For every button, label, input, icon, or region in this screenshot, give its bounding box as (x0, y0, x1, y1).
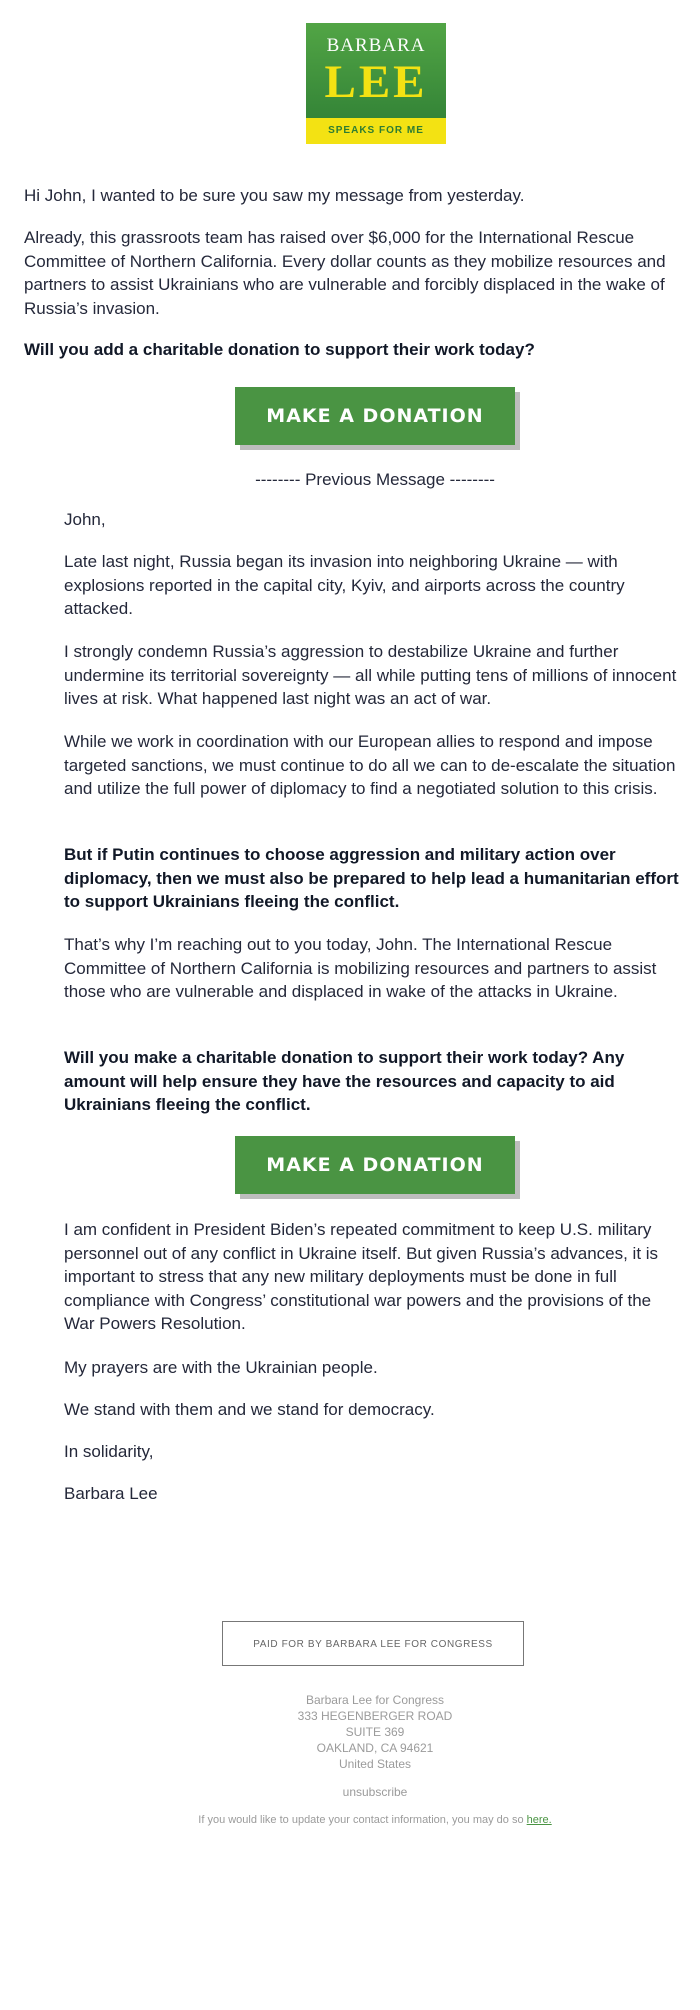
footer-street: 333 HEGENBERGER ROAD (297, 1709, 453, 1723)
barbara-lee-logo (306, 23, 446, 144)
letter-paragraph-1: Late last night, Russia began its invasion into neighboring Ukraine — with explosions reported in the capital city, Kyiv, and airports across the country attacked. (64, 552, 625, 618)
donate-button-bottom[interactable]: MAKE A DONATION (235, 1136, 515, 1194)
letter-salutation: John, (64, 510, 106, 529)
raised-paragraph: Already, this grassroots team has raised over $6,000 for the International Rescue Committee of Northern California. Every dollar counts as they mobilize resources and partners to assist Ukrainians who are vulnerable and forcibly displaced in the wake of Russia’s invasion. (24, 228, 666, 318)
letter-closing: In solidarity, (64, 1442, 154, 1461)
footer-suite: SUITE 369 (345, 1725, 405, 1739)
footer-country: United States (338, 1757, 412, 1771)
greeting-paragraph: Hi John, I wanted to be sure you saw my message from yesterday. (24, 186, 525, 205)
letter-paragraph-5: That’s why I’m reaching out to you today, John. The International Rescue Committee of Northern California is mobilizing resources and partners to assist those who are vulnerable and displaced in wake of the attacks in Ukraine. (64, 935, 657, 1001)
footer-org: Barbara Lee for Congress (305, 1693, 445, 1707)
letter-paragraph-3: While we work in coordination with our European allies to respond and impose targeted sanctions, we must continue to do all we can to de-escalate the situation and utilize the full power of diplomacy to find a negotiated solution to this crisis. (64, 732, 676, 798)
letter-paragraph-9: We stand with them and we stand for democracy. (64, 1400, 435, 1419)
logo-tagline: SPEAKS FOR ME (306, 118, 446, 144)
footer-city: OAKLAND, CA 94621 (316, 1741, 434, 1755)
logo-last-name: LEE (324, 56, 428, 108)
letter-paragraph-7: I am confident in President Biden’s repeated commitment to keep U.S. military personnel out of any conflict in Ukraine itself. But given Russia’s advances, it is important to stress that any new military deployments must be done in full compliance with Congress’ constitutional war powers and the provisions of the War Powers Resolution. (64, 1220, 659, 1333)
logo-first-name: BARBARA (326, 35, 426, 56)
update-contact-text: If you would like to update your contact information, you may do so (198, 1814, 527, 1826)
letter-paragraph-6: Will you make a charitable donation to support their work today? Any amount will help ensure they have the resources and capacity to aid Ukrainians fleeing the conflict. (64, 1048, 625, 1114)
previous-message-divider: -------- Previous Message -------- (255, 470, 495, 489)
update-contact-line (0, 1813, 700, 1829)
letter-paragraph-2: I strongly condemn Russia’s aggression to destabilize Ukraine and further undermine its territorial sovereignty — all while putting tens of millions of innocent lives at risk. What happened last night was an act of war. (64, 642, 677, 708)
letter-signature: Barbara Lee (64, 1484, 158, 1503)
unsubscribe-link[interactable]: unsubscribe (342, 1785, 408, 1799)
update-contact-link[interactable]: here. (526, 1814, 552, 1826)
paid-for-disclaimer: PAID FOR BY BARBARA LEE FOR CONGRESS (222, 1621, 524, 1666)
letter-paragraph-4: But if Putin continues to choose aggression and military action over diplomacy, then we must also be prepared to help lead a humanitarian effort to support Ukrainians fleeing the conflict. (64, 845, 679, 911)
donate-button-top[interactable]: MAKE A DONATION (235, 387, 515, 445)
ask-paragraph: Will you add a charitable donation to support their work today? (24, 340, 535, 359)
letter-paragraph-8: My prayers are with the Ukrainian people. (64, 1358, 378, 1377)
